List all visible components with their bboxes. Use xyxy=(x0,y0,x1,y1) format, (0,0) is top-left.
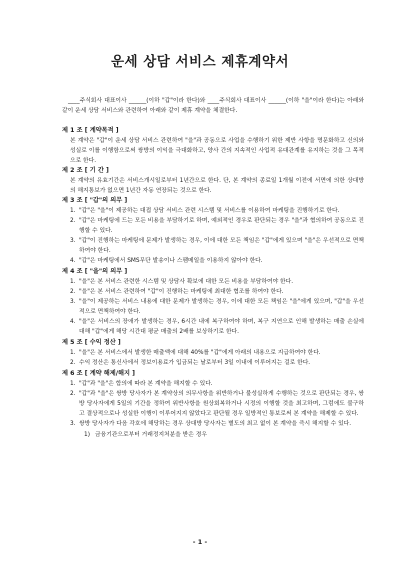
item-text: "을"이 제공하는 서비스 내용에 대한 문제가 발생하는 경우, 이에 대한 모든 책임은 "을"에게 있으며, "갑"을 우선적으로 면책하여야 한다. xyxy=(79,299,364,315)
article-title: 제 6 조 [ 계약 해제/해지 ] xyxy=(62,370,135,377)
article-item xyxy=(70,379,364,389)
item-number: 1. xyxy=(70,279,76,285)
item-number: 3. xyxy=(70,421,76,427)
article-body: 본 계약의 유효기간은 서비스개시일로부터 1년간으로 한다. 단, 본 계약의 종료일 1개월 이전에 서면에 의한 상대방의 해지통보가 없으면 1년간 자동 연장되는 것으로 한다. xyxy=(70,178,364,194)
article-item-list xyxy=(62,379,364,430)
item-number: 1. xyxy=(70,350,76,356)
item-number: 3. xyxy=(70,238,76,244)
intro-paragraph: ____주식회사 대표이사 ______(이하 "갑"이라 한다)와 ____주식회사 대표이사 ______(이하 "을"이라 한다)는 아래와 같이 운세 상담 서비스와 관련하여 아래와 같이 제휴 계약을 체결한다. xyxy=(62,98,364,114)
article-item xyxy=(70,358,364,368)
item-number: 2. xyxy=(70,218,76,224)
item-text: 수익 정산은 통신사에서 정보이용료가 입금되는 날로부터 3일 이내에 이루어지는 걸로 한다. xyxy=(79,360,311,366)
item-text: "을"은 본 서비스 관련한 시스템 및 상담사 확보에 대한 모든 비용을 부담하여야 한다. xyxy=(79,279,294,285)
article-title: 제 2 조 [ 기 간 ] xyxy=(62,167,109,174)
item-text: "갑"이 진행하는 마케팅에 문제가 발생하는 경우, 이에 대한 모든 책임은 "갑"에게 있으며 "을"은 우선적으로 면책하여야 한다. xyxy=(79,238,364,254)
item-text: "갑"은 "을"이 제공하는 대접 상담 서비스 관련 시스템 및 서비스를 이용하여 마케팅을 진행하기로 한다. xyxy=(79,208,340,214)
article-title: 제 1 조 [ 계약목적 ] xyxy=(62,127,119,134)
article-item xyxy=(70,287,364,297)
item-number: 4. xyxy=(70,319,76,325)
article-item xyxy=(70,236,364,256)
item-number: 2. xyxy=(70,391,76,397)
article-title: 제 4 조 [ "을"의 의무 ] xyxy=(62,268,128,275)
item-text: "을"은 서비스의 장애가 발생하는 경우, 6시간 내에 복구하여야 하며, 복구 지연으로 인해 발생하는 매출 손실에 대해 "갑"에게 해당 시간대 평균 매출의 2배를 보상하기로 한다. xyxy=(79,319,364,335)
article-title: 제 3 조 [ "갑"의 의무 ] xyxy=(62,197,128,204)
item-number: 1. xyxy=(70,381,76,387)
article-title: 제 5 조 [ 수익 정산 ] xyxy=(62,339,121,346)
contract-body xyxy=(62,126,364,440)
item-text: "갑"은 마케팅에서 SMS무단 발송이나 스팸메일을 이용하지 않아야 한다. xyxy=(79,258,263,264)
article-item xyxy=(70,348,364,358)
article-item-list xyxy=(62,206,364,267)
item-text: "갑"과 "을"은 쌍방 당사자가 본 계약상의 의무사항을 위반하거나 불성실하게 수행하는 것으로 판단되는 경우, 쌍방 당사자에게 5일의 기간을 정하여 위반사항을 원상회복하거나 시정의 이행할 것을 최고하며, 그럼에도 불구하고 결상적으로나 성실한 이행이 이루어지지 않았다고 판단될 경우 일방적인 통보로써 본 계약을 해제할 수 있다. xyxy=(79,391,364,417)
item-text: "갑"은 마케팅에 드는 모든 비용을 부담하기로 하며, 예외적인 경우로 판단되는 경우 "을"과 협의하여 공동으로 진행할 수 있다. xyxy=(79,218,364,234)
article-item xyxy=(70,256,364,266)
article-item xyxy=(70,389,364,419)
sub-item-number: 1) xyxy=(84,432,90,438)
article-body: 본 계약은 "갑"이 운세 상담 서비스 관련하여 "을"과 공동으로 사업을 수행하기 위한 제반 사항을 명문화하고 신의와 성실로 이를 이행함으로써 쌍방의 이익을 극대화하고, 양사 간의 지속적인 사업적 유대관계를 유지하는 것을 그 목적으로 한다. xyxy=(70,138,364,164)
sub-item-text: 금융기관으로부터 거래정지처분을 받은 경우 xyxy=(95,432,207,438)
sub-item xyxy=(84,430,364,440)
item-number: 2. xyxy=(70,289,76,295)
article-item xyxy=(70,277,364,287)
article-item xyxy=(70,216,364,236)
article-item xyxy=(70,297,364,317)
item-number: 2. xyxy=(70,360,76,366)
item-text: "을"은 본 서비스에서 발생한 매출액에 대해 40%를 "갑"에게 아래의 내용으로 지급하여야 한다. xyxy=(79,350,321,356)
article-item-list xyxy=(62,348,364,369)
article-item xyxy=(70,206,364,216)
item-text: "을"은 본 서비스 관련하여 "갑"이 진행하는 마케팅에 최대한 협조를 하여야 한다. xyxy=(79,289,284,295)
item-text: "갑"과 "을"은 합의에 따라 본 계약을 해지할 수 있다. xyxy=(79,381,213,387)
article-item-list xyxy=(62,277,364,338)
document-title: 운세 상담 서비스 제휴계약서 xyxy=(110,54,290,70)
article-item xyxy=(70,419,364,429)
page-number: - 1 - xyxy=(192,538,208,546)
item-number: 3. xyxy=(70,299,76,305)
article-item xyxy=(70,317,364,337)
item-number: 4. xyxy=(70,258,76,264)
item-text: 쌍방 당사자가 다음 각호에 해당하는 경우 상대방 당사자는 별도의 최고 없이 본 계약을 즉시 해지할 수 있다. xyxy=(79,421,352,427)
item-number: 1. xyxy=(70,208,76,214)
